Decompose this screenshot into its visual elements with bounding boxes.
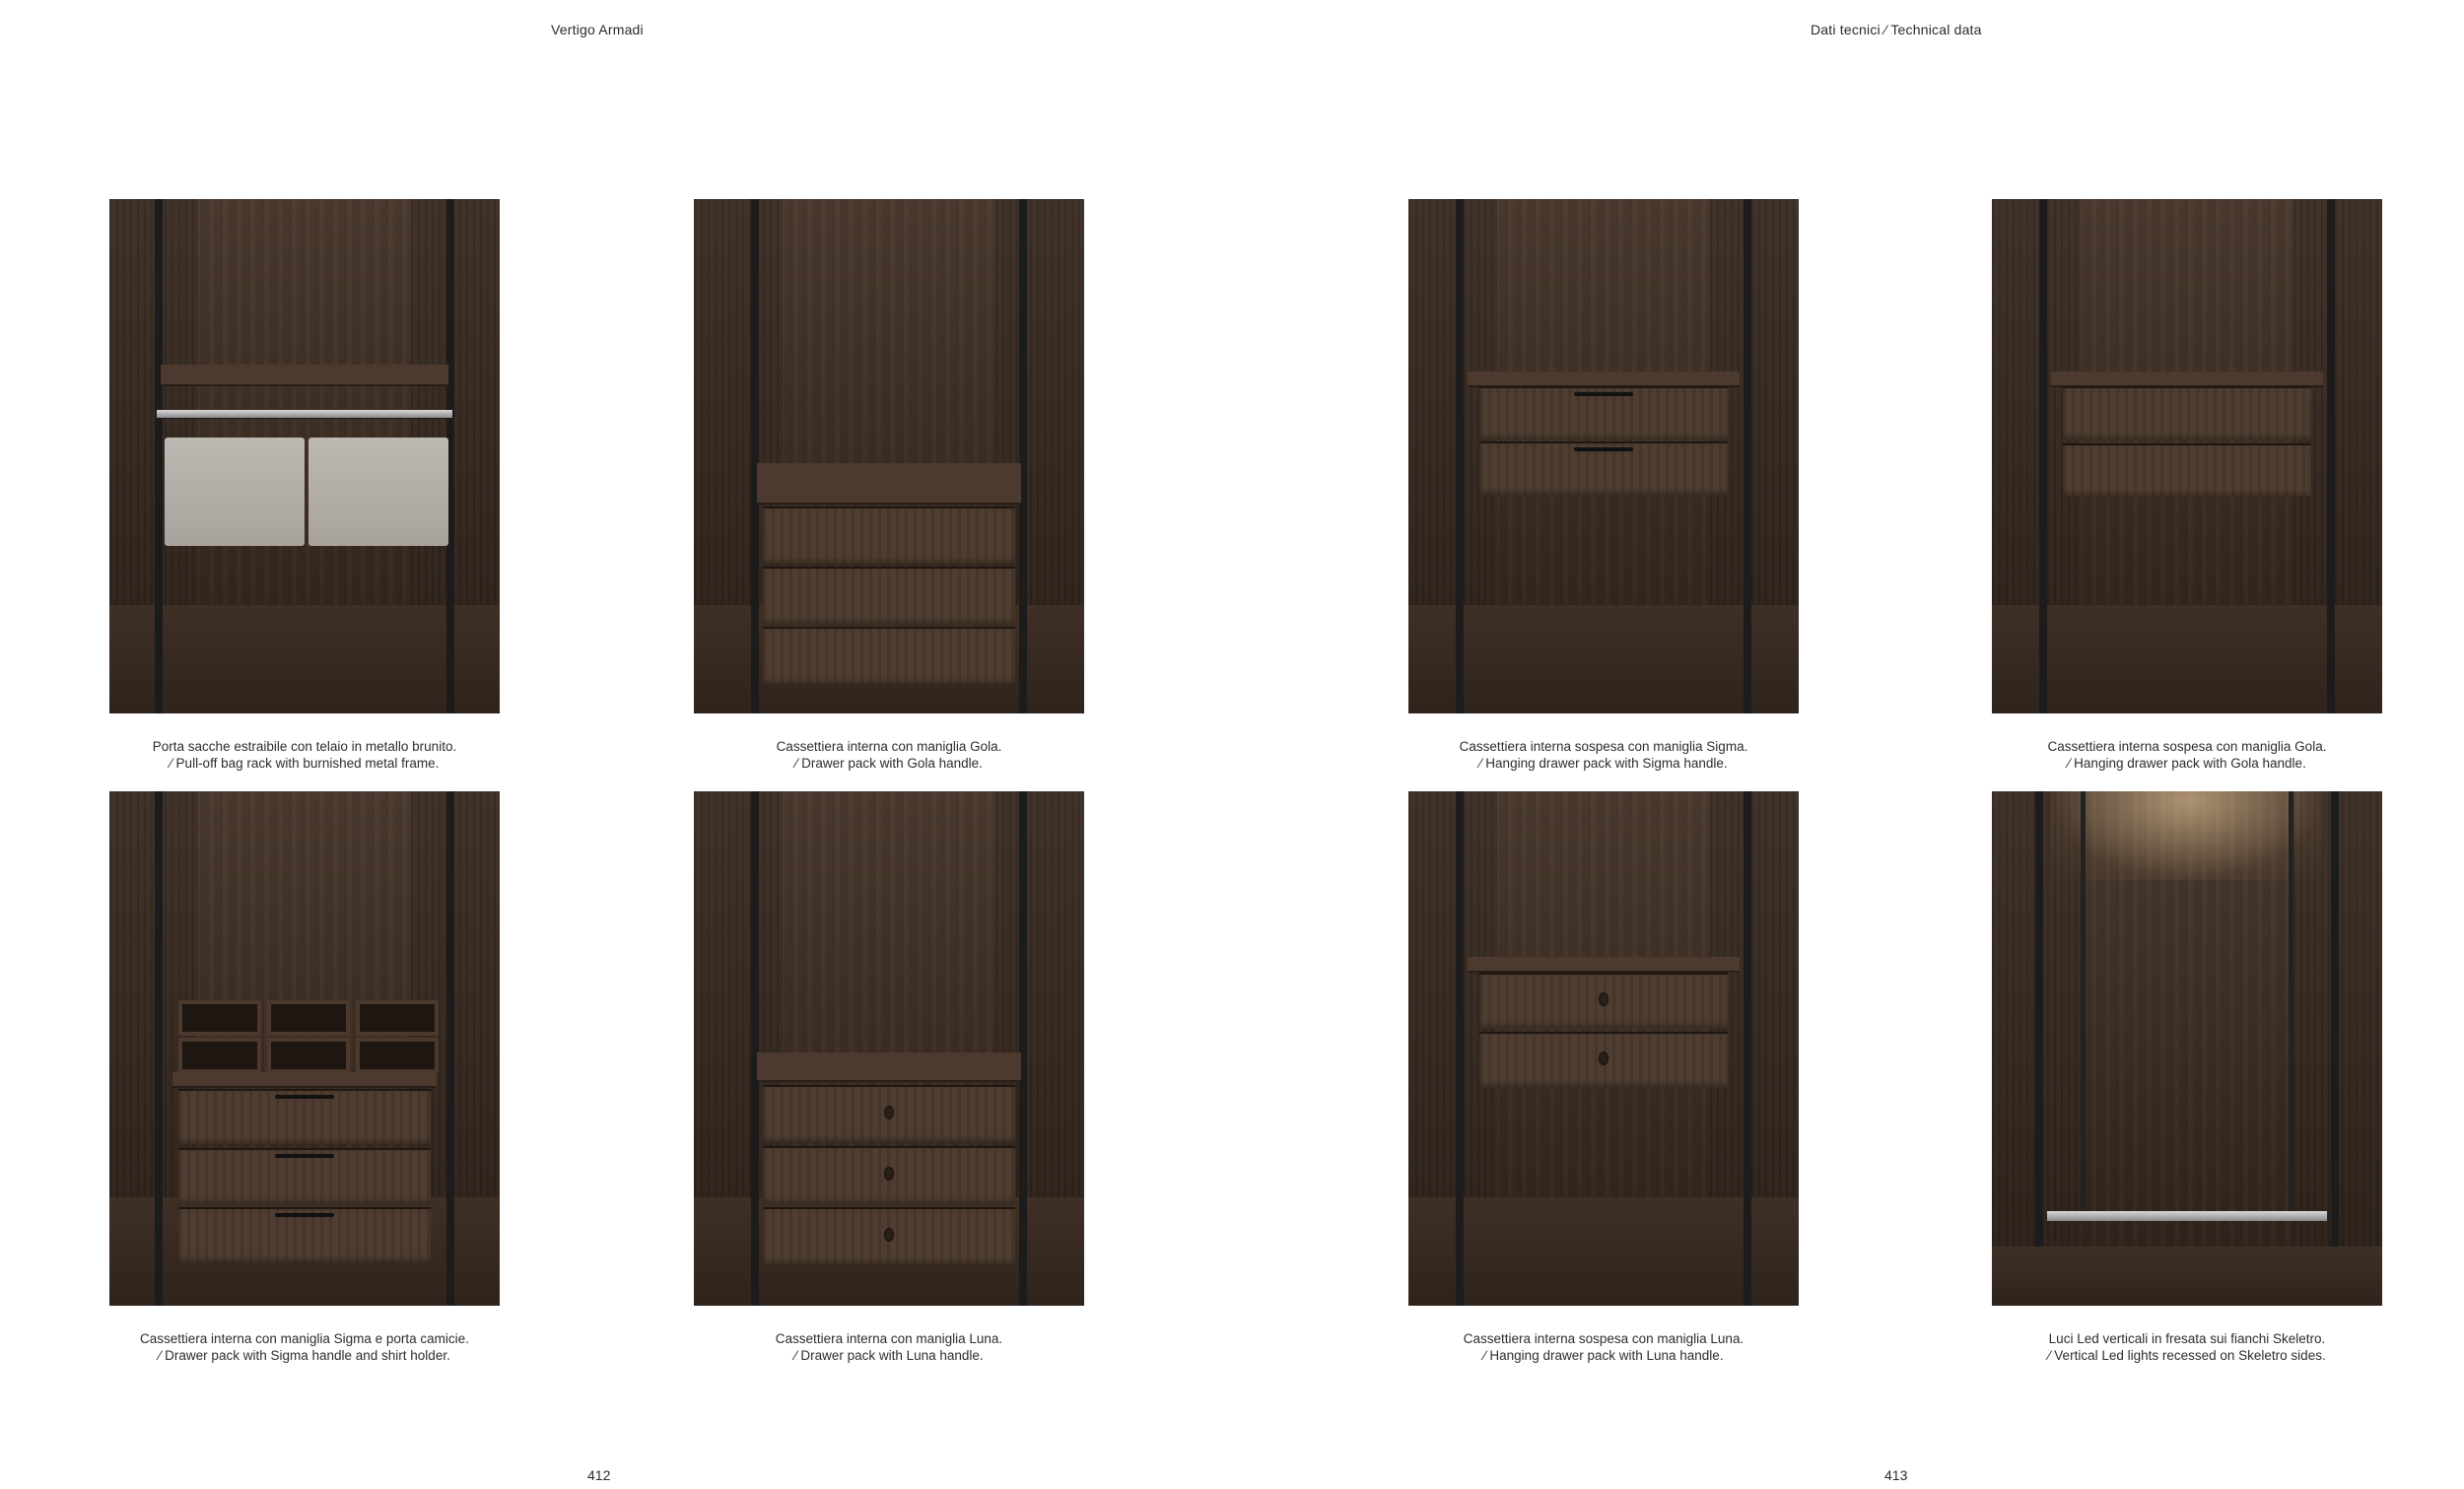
product-photo (109, 199, 500, 713)
product-caption: Cassettiera interna sospesa con maniglia Gola. ⁄ Hanging drawer pack with Gola handle. (2047, 739, 2327, 771)
product-caption: Porta sacche estraibile con telaio in metallo brunito. ⁄ Pull-off bag rack with burnished metal frame. (152, 739, 457, 771)
page-number-right: 413 (1884, 1467, 1908, 1483)
product-photo (694, 199, 1084, 713)
product-caption: Cassettiera interna sospesa con maniglia Sigma. ⁄ Hanging drawer pack with Sigma handle. (1459, 739, 1748, 771)
product-card-sigma-hanging (1408, 199, 1799, 772)
product-card-gola-drawers (694, 199, 1084, 772)
product-photo (694, 791, 1084, 1306)
product-photo (109, 791, 500, 1306)
product-caption: Cassettiera interna con maniglia Sigma e porta camicie. ⁄ Drawer pack with Sigma handle and shirt holder. (140, 1331, 469, 1363)
product-photo (1992, 199, 2382, 713)
product-card-led-lights (1992, 791, 2382, 1364)
product-caption: Cassettiera interna sospesa con maniglia Luna. ⁄ Hanging drawer pack with Luna handle. (1463, 1331, 1745, 1363)
product-card-luna-drawers (694, 791, 1084, 1364)
product-photo (1408, 791, 1799, 1306)
product-caption: Luci Led verticali in fresata sui fianchi Skeletro. ⁄ Vertical Led lights recessed on Skeletro sides. (2048, 1331, 2326, 1363)
product-photo (1408, 199, 1799, 713)
catalog-title: Vertigo Armadi (551, 22, 644, 37)
product-caption: Cassettiera interna con maniglia Luna. ⁄ Drawer pack with Luna handle. (775, 1331, 1003, 1363)
product-card-luna-hanging (1408, 791, 1799, 1364)
product-caption: Cassettiera interna con maniglia Gola. ⁄ Drawer pack with Gola handle. (776, 739, 1002, 771)
product-card-gola-hanging (1992, 199, 2382, 772)
page-number-left: 412 (587, 1467, 611, 1483)
product-card-shirt-holder (109, 791, 500, 1364)
section-title: Dati tecnici ⁄ Technical data (1811, 22, 1982, 37)
product-card-bag-rack (109, 199, 500, 772)
product-photo (1992, 791, 2382, 1306)
